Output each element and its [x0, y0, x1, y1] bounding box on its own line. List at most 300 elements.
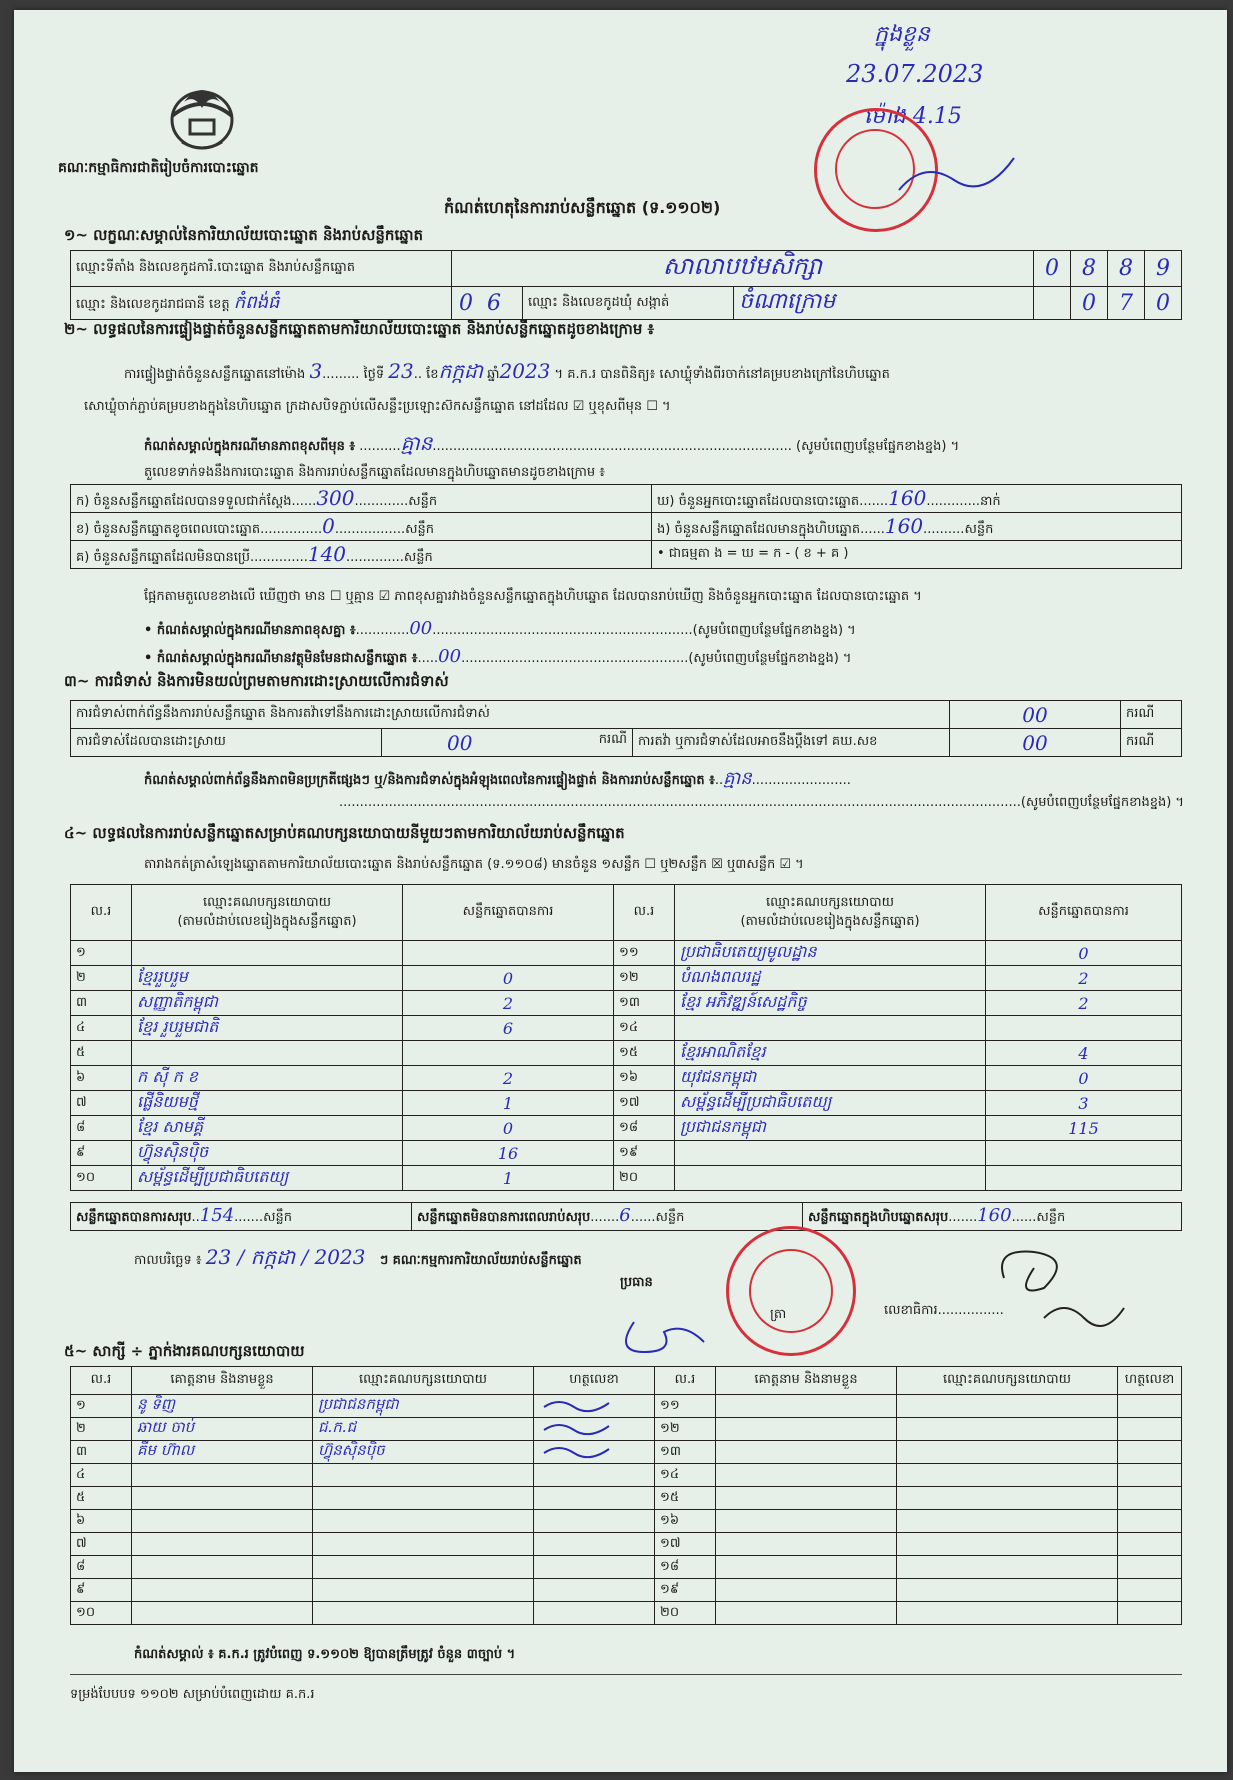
unit-label: សន្លឹក [964, 521, 994, 537]
witness-signature [1118, 1579, 1182, 1602]
votes-value [986, 1166, 1182, 1191]
col-no-header: ល.រ [71, 885, 132, 941]
difference-note: កំណត់សម្គាល់ក្នុងករណីមានភាពខុសពីមុន ៖ ..........គ្មាន....................................................................................... (សូមបំពេញបន្ថែមផ្នែកខាងខ្នង) ។ [144, 431, 960, 455]
figure-d-label: ឃ) ចំនួនអ្នកបោះឆ្នោតដែលបានបោះឆ្នោត [657, 493, 860, 509]
party-name: ខ្មែរ អភិវឌ្ឍន៍សេដ្ឋកិច្ច [675, 991, 986, 1016]
committee-label: ៗ គណៈកម្មការការិយាល័យរាប់សន្លឹកឆ្នោត [379, 1253, 582, 1268]
p-irregularity-label: កំណត់សម្គាល់ពាក់ព័ន្ធនឹងភាពមិនប្រក្រតីផ្សេងៗ ឬ/និងការជំទាស់ក្នុងអំឡុងពេលនៃការផ្ទៀងផ្ទាត់ និងការរាប់សន្លឹកឆ្នោត ៖ [144, 773, 715, 788]
figure-a-label: ក) ចំនួនសន្លឹកឆ្នោតដែលបានទទួលជាក់ស្តែង [76, 493, 292, 509]
row-no: ៧ [71, 1533, 132, 1556]
col-votes-header: សន្លឹកឆ្នោតបានការ [403, 885, 614, 941]
col-name-header: គោត្តនាម និងនាមខ្លួន [716, 1367, 897, 1395]
witness-row [71, 1464, 1182, 1487]
results-table [70, 884, 1182, 1191]
witness-signature [1118, 1533, 1182, 1556]
votes-value: 0 [986, 941, 1182, 966]
witness-party [313, 1556, 534, 1579]
row-no: ៦ [71, 1066, 132, 1091]
votes-value: 6 [403, 1016, 614, 1041]
witness-signature [1118, 1487, 1182, 1510]
objection-label: ការជំទាស់ពាក់ព័ន្ធនឹងការរាប់សន្លឹកឆ្នោត និងការតវ៉ាទៅនឹងការដោះស្រាយលើការជំទាស់ [71, 701, 950, 729]
witness-row [71, 1510, 1182, 1533]
party-name [132, 941, 403, 966]
lock-status-paragraph: សោឃ្លុំចាក់ភ្ជាប់គម្របខាងក្នុងនៃហិបឆ្នោត ក្រដាសបិទភ្ជាប់លើសន្លឹះប្រឡោះស៊កសន្លឹកឆ្នោត នៅដដែល ☑ ឬខុសពីមុន ☐ ។ [84, 399, 671, 414]
org-name: គណៈកម្មាធិការជាតិរៀបចំការបោះឆ្នោត [58, 160, 259, 176]
party-name: សញ្ញាតិកម្ពុជា [132, 991, 403, 1016]
total-ballots-label: សន្លឹកឆ្នោតក្នុងហិបឆ្នោតសរុប [808, 1210, 949, 1225]
row-no: ២ [71, 966, 132, 991]
commune-code-digit: 0 [1145, 287, 1182, 320]
col-no-header: ល.រ [655, 1367, 716, 1395]
party-name [675, 1166, 986, 1191]
handwritten-time: ម៉ោង 4.15 [864, 104, 962, 129]
row-no: ៧ [71, 1091, 132, 1116]
row-no: ១៤ [614, 1016, 675, 1041]
votes-value: 3 [986, 1091, 1182, 1116]
figure-e-value: 160 [884, 513, 924, 538]
province-code [452, 287, 523, 320]
party-name: ហ៊្វុនស៊ិនប៉ិច [132, 1141, 403, 1166]
figure-e-label: ង) ចំនួនសន្លឹកឆ្នោតដែលមានក្នុងហិបឆ្នោត [657, 521, 861, 537]
total-ballots: សន្លឹកឆ្នោតក្នុងហិបឆ្នោតសរុប.......160......សន្លឹក [803, 1203, 1182, 1231]
discrepancy-paragraph: ផ្អែកតាមតួលេខខាងលើ ឃើញថា មាន ☐ ឬគ្មាន ☑ ភាពខុសគ្នារវាងចំនួនសន្លឹកឆ្នោតក្នុងហិបឆ្នោត ដែលបានរាប់ឃើញ និងចំនួនអ្នកបោះឆ្នោត ដែលបានបោះឆ្នោត ។ [144, 589, 922, 604]
commune-value: ចំណាក្រោម [734, 287, 1034, 320]
witness-name [716, 1487, 897, 1510]
figure-c-label: គ) ចំនួនសន្លឹកឆ្នោតដែលមិនបានប្រើ [76, 549, 250, 565]
col-party-header: ឈ្មោះគណបក្សនយោបាយ [313, 1367, 534, 1395]
witness-name [716, 1533, 897, 1556]
p-note: (សូមបំពេញបន្ថែមផ្នែកខាងខ្នង) ។ [1020, 795, 1184, 810]
commune-code-digit: 7 [1108, 287, 1145, 320]
irregularity-line: .....................................................................................................................................................................(សូមបំពេញបន្ថែមផ្នែកខាងខ្នង) ។ [339, 795, 1184, 810]
witness-signature [1118, 1602, 1182, 1625]
unit-label: សន្លឹក [408, 493, 438, 509]
witness-name [132, 1533, 313, 1556]
footer-text: ទម្រង់បែបបទ ១១០២ សម្រាប់បំពេញដោយ គ.ក.រ [70, 1687, 315, 1702]
signature-scribble [539, 1441, 619, 1459]
col-votes-header: សន្លឹកឆ្នោតបានការ [986, 885, 1182, 941]
col-sign-header: ហត្ថលេខា [1118, 1367, 1182, 1395]
row-no: ១៥ [614, 1041, 675, 1066]
unit-label: សន្លឹក [405, 521, 434, 537]
row-no: ៨ [71, 1556, 132, 1579]
row-no: ១ [71, 1395, 132, 1418]
results-row [71, 1066, 1182, 1091]
p3-label: កំណត់សម្គាល់ក្នុងករណីមានភាពខុសពីមុន ៖ [144, 439, 356, 454]
location-code-digit: 9 [1145, 251, 1182, 287]
party-name: បំណងពលរដ្ឋ [675, 966, 986, 991]
row-no: ១១ [655, 1395, 716, 1418]
section5-heading: ៥~ សាក្សី ÷ ភ្នាក់ងារគណបក្សនយោបាយ [64, 1342, 305, 1360]
total-invalid: សន្លឹកឆ្នោតមិនបានការពេលរាប់សរុប.......6......សន្លឹក [412, 1203, 803, 1231]
date-label: កាលបរិច្ឆេទ ៖ [134, 1253, 202, 1268]
party-name [675, 1141, 986, 1166]
figure-d-value: 160 [888, 485, 927, 510]
results-row [71, 1116, 1182, 1141]
party-name: យុវជនកម្ពុជា [675, 1066, 986, 1091]
commune-label: ឈ្មោះ និងលេខកូដឃុំ សង្កាត់ [523, 287, 734, 320]
witness-party [897, 1579, 1118, 1602]
witness-name [716, 1556, 897, 1579]
appeal-label: ការតវ៉ា ឬការជំទាស់ដែលអាចនឹងប្តឹងទៅ គឃ.សខ [633, 729, 950, 757]
witness-row [71, 1556, 1182, 1579]
date-line [134, 1244, 582, 1274]
p7-fill: 00 [438, 646, 462, 667]
row-no: ២ [71, 1418, 132, 1441]
row-no: ១០ [71, 1602, 132, 1625]
figure-b-label: ខ) ចំនួនសន្លឹកឆ្នោតខូចពេលបោះឆ្នោត [76, 521, 261, 537]
foreign-object-note: • កំណត់សម្គាល់ក្នុងករណីមានវត្ថុមិនមែនជាសន្លឹកឆ្នោត ៖.....00.......................................................(សូមបំពេញបន្ថែមផ្នែកខាងខ្នង) ។ [144, 646, 852, 667]
witness-party [897, 1487, 1118, 1510]
witness-signature [1118, 1441, 1182, 1464]
resolved-value-cell [382, 729, 633, 757]
chair-label: ប្រធាន [620, 1275, 653, 1290]
seal-label: ត្រា [770, 1307, 787, 1322]
party-name: ខ្មែរ រួបរួមជាតិ [132, 1016, 403, 1041]
witness-name [716, 1510, 897, 1533]
signature-scribble [539, 1395, 619, 1413]
verification-paragraph: ការផ្ទៀងផ្ទាត់ចំនួនសន្លឹកឆ្នោតនៅម៉ោង 3......... ថ្ងៃទី 23.. ខែកក្កដា ឆ្នាំ2023 ។ គ.ក.រ បានពិនិត្យ៖ សោឃ្លុំទាំងពីរចាក់នៅគម្របខាងក្រៅនៃហិបឆ្នោត [124, 359, 890, 383]
witness-party: ប្រជាជនកម្ពុជា [313, 1395, 534, 1418]
votes-value: 2 [403, 1066, 614, 1091]
row-no: ៣ [71, 1441, 132, 1464]
section1-table [70, 250, 1182, 320]
col-party-sub: (តាមលំដាប់លេខរៀងក្នុងសន្លឹកឆ្នោត) [177, 913, 357, 929]
row-no: ៥ [71, 1041, 132, 1066]
location-code-digit: 0 [1034, 251, 1071, 287]
row-no: ១០ [71, 1166, 132, 1191]
p1-text: ការផ្ទៀងផ្ទាត់ចំនួនសន្លឹកឆ្នោតនៅម៉ោង [124, 367, 306, 382]
total-valid-label: សន្លឹកឆ្នោតបានការសរុប [76, 1210, 192, 1225]
witness-name [132, 1579, 313, 1602]
witness-name [132, 1602, 313, 1625]
results-row [71, 991, 1182, 1016]
col-no-header: ល.រ [614, 885, 675, 941]
votes-value: 1 [403, 1166, 614, 1191]
col-party-sub: (តាមលំដាប់លេខរៀងក្នុងសន្លឹកឆ្នោត) [740, 913, 920, 929]
witness-row [71, 1418, 1182, 1441]
party-name: ខ្មែររួបរួម [132, 966, 403, 991]
row-no: ១៩ [655, 1579, 716, 1602]
p6-note: (សូមបំពេញបន្ថែមផ្នែកខាងខ្នង) ។ [692, 623, 856, 638]
verify-month: កក្កដា [438, 359, 483, 383]
votes-value: 115 [986, 1116, 1182, 1141]
verify-year: 2023 [499, 359, 551, 383]
irregularity-note: កំណត់សម្គាល់ពាក់ព័ន្ធនឹងភាពមិនប្រក្រតីផ្សេងៗ ឬ/និងការជំទាស់ក្នុងអំឡុងពេលនៃការផ្ទៀងផ្ទាត់ និងការរាប់សន្លឹកឆ្នោត ៖..គ្មាន........................ [144, 768, 851, 789]
appeal-value: 00 [950, 729, 1121, 757]
witness-signature [534, 1418, 655, 1441]
row-no: ១៥ [655, 1487, 716, 1510]
witness-party [897, 1441, 1118, 1464]
unit-label: ករណី [1121, 701, 1182, 729]
witness-signature [534, 1602, 655, 1625]
total-invalid-label: សន្លឹកឆ្នោតមិនបានការពេលរាប់សរុប [417, 1210, 591, 1225]
col-name-header: គោត្តនាម និងនាមខ្លួន [132, 1367, 313, 1395]
location-code-digit: 8 [1071, 251, 1108, 287]
row-no: ១ [71, 941, 132, 966]
votes-value [403, 941, 614, 966]
location-label: ឈ្មោះទីតាំង និងលេខកូដការិ.បោះឆ្នោត និងរាប់សន្លឹកឆ្នោត [71, 251, 452, 287]
witness-party [897, 1464, 1118, 1487]
province-label [71, 287, 452, 320]
row-no: ៩ [71, 1141, 132, 1166]
witness-party [313, 1464, 534, 1487]
row-no: ២០ [655, 1602, 716, 1625]
party-name: ប្រជាធិបតេយ្យមូលដ្ឋាន [675, 941, 986, 966]
witness-signature [1118, 1395, 1182, 1418]
form-page [14, 10, 1227, 1772]
party-name: សម្ព័ន្ធដើម្បីប្រជាធិបតេយ្យ [675, 1091, 986, 1116]
witness-row [71, 1395, 1182, 1418]
section3-heading: ៣~ ការជំទាស់ និងការមិនយល់ព្រមតាមការដោះស្រាយលើការជំទាស់ [64, 672, 449, 690]
row-no: ១៧ [614, 1091, 675, 1116]
witness-party [313, 1579, 534, 1602]
witness-signature [1118, 1510, 1182, 1533]
witness-party [897, 1556, 1118, 1579]
p1-text: ។ គ.ក.រ បានពិនិត្យ៖ សោឃ្លុំទាំងពីរចាក់នៅគម្របខាងក្រៅនៃហិបឆ្នោត [554, 367, 890, 382]
witness-name [716, 1395, 897, 1418]
witness-party [313, 1533, 534, 1556]
row-no: ១៣ [655, 1441, 716, 1464]
col-party-header [675, 885, 986, 941]
p7-note: (សូមបំពេញបន្ថែមផ្នែកខាងខ្នង) ។ [688, 651, 852, 666]
section4-heading: ៤~ លទ្ធផលនៃការរាប់សន្លឹកឆ្នោតសម្រាប់គណបក្សនយោបាយនីមួយៗតាមការិយាល័យរាប់សន្លឹកឆ្នោត [64, 824, 625, 842]
unit-label: សន្លឹក [1036, 1210, 1066, 1225]
row-no: ១៩ [614, 1141, 675, 1166]
irregularity-fill: គ្មាន [723, 768, 752, 789]
figure-c-value: 140 [307, 541, 347, 566]
resolved-label: ការជំទាស់ដែលបានដោះស្រាយ [71, 729, 382, 757]
party-name: ផ្លើនិយមថ្មី [132, 1091, 403, 1116]
figures-intro: តួលេខទាក់ទងនឹងការបោះឆ្នោត និងការរាប់សន្លឹកឆ្នោតដែលមានក្នុងហិបឆ្នោតមានដូចខាងក្រោម ៖ [144, 465, 605, 480]
col-party-header [132, 885, 403, 941]
party-name [132, 1041, 403, 1066]
witness-name [716, 1579, 897, 1602]
location-value: សាលាបឋមសិក្សា [452, 251, 1034, 287]
votes-value: 1 [403, 1091, 614, 1116]
results-row [71, 1041, 1182, 1066]
row-no: ១២ [614, 966, 675, 991]
witness-party [897, 1510, 1118, 1533]
witness-party [313, 1487, 534, 1510]
witness-row [71, 1602, 1182, 1625]
witness-row [71, 1487, 1182, 1510]
sheets-paragraph: តារាងកត់ត្រាសំឡេងឆ្នោតតាមការិយាល័យបោះឆ្នោត និងរាប់សន្លឹកឆ្នោត (ទ.១១០៨) មានចំនួន ១សន្លឹក ☐ ឬ២សន្លឹក ☒ ឬ៣សន្លឹក ☑ ។ [144, 857, 804, 872]
handwritten-date: 23.07.2023 [846, 60, 984, 88]
verify-day: 23 [388, 359, 414, 383]
witness-name [132, 1510, 313, 1533]
witness-signature [1118, 1418, 1182, 1441]
col-party-header: ឈ្មោះគណបក្សនយោបាយ [897, 1367, 1118, 1395]
witness-name: នូ ទិញ [132, 1395, 313, 1418]
results-row [71, 941, 1182, 966]
votes-value [986, 1141, 1182, 1166]
witness-signature [1118, 1464, 1182, 1487]
p3-note: (សូមបំពេញបន្ថែមផ្នែកខាងខ្នង) ។ [796, 439, 960, 454]
votes-value [403, 1041, 614, 1066]
date-value: 23 / កក្កដា / 2023 [205, 1245, 366, 1269]
votes-value: 2 [986, 991, 1182, 1016]
figures-table: ក) ចំនួនសន្លឹកឆ្នោតដែលបានទទួលជាក់ស្តែង......300.............សន្លឹក ឃ) ចំនួនអ្នកបោះឆ្នោតដែលបានបោះឆ្នោត.......160.............នាក់ ខ) ចំនួនសន្លឹកឆ្នោតខូចពេលបោះឆ្នោត...............0.................សន្លឹក ង) ចំនួនសន្លឹកឆ្នោតដែលមានក្នុងហិបឆ្នោត......160..........សន្លឹក គ) ចំនួនសន្លឹកឆ្នោតដែលមិនបានប្រើ..............140..............សន្លឹក • ជាធម្មតា ង = ឃ = ក - ( ខ + គ ) [70, 484, 1182, 569]
commune-code-digit: 0 [1071, 287, 1108, 320]
results-row [71, 1166, 1182, 1191]
row-no: ៣ [71, 991, 132, 1016]
section2-heading: ២~ លទ្ធផលនៃការផ្ទៀងផ្ទាត់ចំនួនសន្លឹកឆ្នោតតាមការិយាល័យបោះឆ្នោត និងរាប់សន្លឹកឆ្នោតដូចខាងក្រោម ៖ [64, 320, 655, 338]
p7-label: • កំណត់សម្គាល់ក្នុងករណីមានវត្ថុមិនមែនជាសន្លឹកឆ្នោត ៖ [144, 651, 418, 666]
total-invalid-value: 6 [619, 1205, 631, 1226]
section1-heading: ១~ លក្ខណៈសម្គាល់នៃការិយាល័យបោះឆ្នោត និងរាប់សន្លឹកឆ្នោត [64, 226, 424, 244]
total-valid-value: 154 [199, 1205, 235, 1226]
party-name: ខ្មែរ សាមគ្គី [132, 1116, 403, 1141]
witness-name [132, 1487, 313, 1510]
p1-text: ឆ្នាំ [487, 367, 500, 382]
row-no: ៤ [71, 1016, 132, 1041]
objections-table [70, 700, 1182, 757]
row-no: ១៨ [655, 1556, 716, 1579]
p3-fill: គ្មាន [400, 431, 433, 455]
party-name: ប្រជាជនកម្ពុជា [675, 1116, 986, 1141]
figure-b-value: 0 [322, 513, 335, 538]
votes-value: 2 [403, 991, 614, 1016]
nec-emblem-icon [164, 72, 240, 156]
witness-party [313, 1510, 534, 1533]
col-party-title: ឈ្មោះគណបក្សនយោបាយ [766, 894, 894, 910]
row-no: ១២ [655, 1418, 716, 1441]
witness-name [132, 1464, 313, 1487]
witness-name [716, 1602, 897, 1625]
witness-signature [534, 1510, 655, 1533]
totals-table [70, 1202, 1182, 1231]
unit-label: នាក់ [980, 493, 1001, 509]
total-ballots-value: 160 [977, 1205, 1012, 1226]
col-party-title: ឈ្មោះគណបក្សនយោបាយ [203, 894, 331, 910]
witness-name: ឆាយ ចាប់ [132, 1418, 313, 1441]
witness-name [716, 1441, 897, 1464]
votes-value: 16 [403, 1141, 614, 1166]
votes-value: 0 [986, 1066, 1182, 1091]
signature-scribble [539, 1418, 619, 1436]
row-no: ១៨ [614, 1116, 675, 1141]
objection-value: 00 [950, 701, 1121, 729]
secretary-label: លេខាធិការ................ [884, 1303, 1004, 1318]
row-no: ១៦ [655, 1510, 716, 1533]
signature-top [894, 150, 1034, 200]
chair-signature [614, 1302, 714, 1362]
p1-text: ខែ [426, 367, 439, 382]
discrepancy-note: • កំណត់សម្គាល់ក្នុងករណីមានភាពខុសគ្នា ៖.............00...............................................................(សូមបំពេញបន្ថែមផ្នែកខាងខ្នង) ។ [144, 618, 856, 639]
location-code-digit: 8 [1108, 251, 1145, 287]
handwritten-note-1: ក្នុងខ្លួន [874, 22, 930, 47]
witness-name [716, 1464, 897, 1487]
unit-label: សន្លឹក [655, 1210, 685, 1225]
party-name: ខ្មែរអាណិតខ្មែរ [675, 1041, 986, 1066]
official-seal-bottom [726, 1226, 856, 1356]
witness-party [897, 1395, 1118, 1418]
party-name [675, 1016, 986, 1041]
secretary-signature [974, 1238, 1134, 1338]
results-row [71, 1016, 1182, 1041]
witness-party [897, 1418, 1118, 1441]
witness-table [70, 1366, 1182, 1625]
row-no: ២០ [614, 1166, 675, 1191]
row-no: ៨ [71, 1116, 132, 1141]
secretary-text: លេខាធិការ [884, 1303, 938, 1318]
province-code-digit: 0 [459, 290, 487, 316]
total-valid: សន្លឹកឆ្នោតបានការសរុប..154.......សន្លឹក [71, 1203, 412, 1231]
resolved-value: 00 [447, 730, 473, 755]
col-sign-header: ហត្ថលេខា [534, 1367, 655, 1395]
witness-name: គីម ហ៊ាល [132, 1441, 313, 1464]
formula: • ជាធម្មតា ង = ឃ = ក - ( ខ + គ ) [652, 541, 1182, 569]
row-no: ៦ [71, 1510, 132, 1533]
row-no: ១១ [614, 941, 675, 966]
row-no: ៤ [71, 1464, 132, 1487]
results-row [71, 1141, 1182, 1166]
witness-name [716, 1418, 897, 1441]
votes-value: 0 [403, 966, 614, 991]
footer-divider [70, 1674, 1182, 1675]
witness-signature [534, 1441, 655, 1464]
unit-label: សន្លឹក [263, 1210, 292, 1225]
witness-signature [534, 1487, 655, 1510]
province-value: កំពង់ធំ [233, 291, 280, 313]
witness-signature [534, 1395, 655, 1418]
witness-row [71, 1441, 1182, 1464]
party-name: ក ស៊ី ក ខ [132, 1066, 403, 1091]
form-title: កំណត់ហេតុនៃការរាប់សន្លឹកឆ្នោត (ទ.១១០២) [444, 198, 721, 217]
unit-label: ករណី [1121, 729, 1182, 757]
witness-party: ជ.ក.ជ [313, 1418, 534, 1441]
results-row [71, 966, 1182, 991]
witness-name [132, 1556, 313, 1579]
p6-label: • កំណត់សម្គាល់ក្នុងករណីមានភាពខុសគ្នា ៖ [144, 623, 356, 638]
votes-value: 4 [986, 1041, 1182, 1066]
party-name: សម្ព័ន្ធដើម្បីប្រជាធិបតេយ្យ [132, 1166, 403, 1191]
row-no: ៩ [71, 1579, 132, 1602]
witness-signature [534, 1556, 655, 1579]
witness-party: ហ៊្វុនស៊ិនប៉ិច [313, 1441, 534, 1464]
unit-label: ករណី [598, 731, 627, 747]
witness-signature [534, 1464, 655, 1487]
row-no: ១៦ [614, 1066, 675, 1091]
row-no: ១៤ [655, 1464, 716, 1487]
row-no: ១៧ [655, 1533, 716, 1556]
votes-value: 0 [403, 1116, 614, 1141]
results-row [71, 1091, 1182, 1116]
row-no: ៥ [71, 1487, 132, 1510]
row-no: ១៣ [614, 991, 675, 1016]
witness-party [897, 1533, 1118, 1556]
unit-label: សន្លឹក [403, 549, 433, 565]
votes-value [986, 1016, 1182, 1041]
footnote: កំណត់សម្គាល់ ៖ គ.ក.រ ត្រូវបំពេញ ទ.១១០២ ឱ្យបានត្រឹមត្រូវ ចំនួន ៣ច្បាប់ ។ [134, 1647, 516, 1662]
province-label-text: ឈ្មោះ និងលេខកូដរាជធានី ខេត្ត [76, 296, 230, 312]
col-no-header: ល.រ [71, 1367, 132, 1395]
witness-party [313, 1602, 534, 1625]
province-code-digit: 6 [487, 290, 515, 316]
votes-value: 2 [986, 966, 1182, 991]
p1-text: ថ្ងៃទី [363, 367, 385, 382]
verify-time: 3 [309, 359, 323, 383]
witness-signature [534, 1579, 655, 1602]
p6-fill: 00 [409, 618, 433, 639]
witness-signature [1118, 1556, 1182, 1579]
witness-signature [534, 1533, 655, 1556]
figure-a-value: 300 [316, 485, 355, 510]
witness-party [897, 1602, 1118, 1625]
witness-row [71, 1533, 1182, 1556]
witness-row [71, 1579, 1182, 1602]
